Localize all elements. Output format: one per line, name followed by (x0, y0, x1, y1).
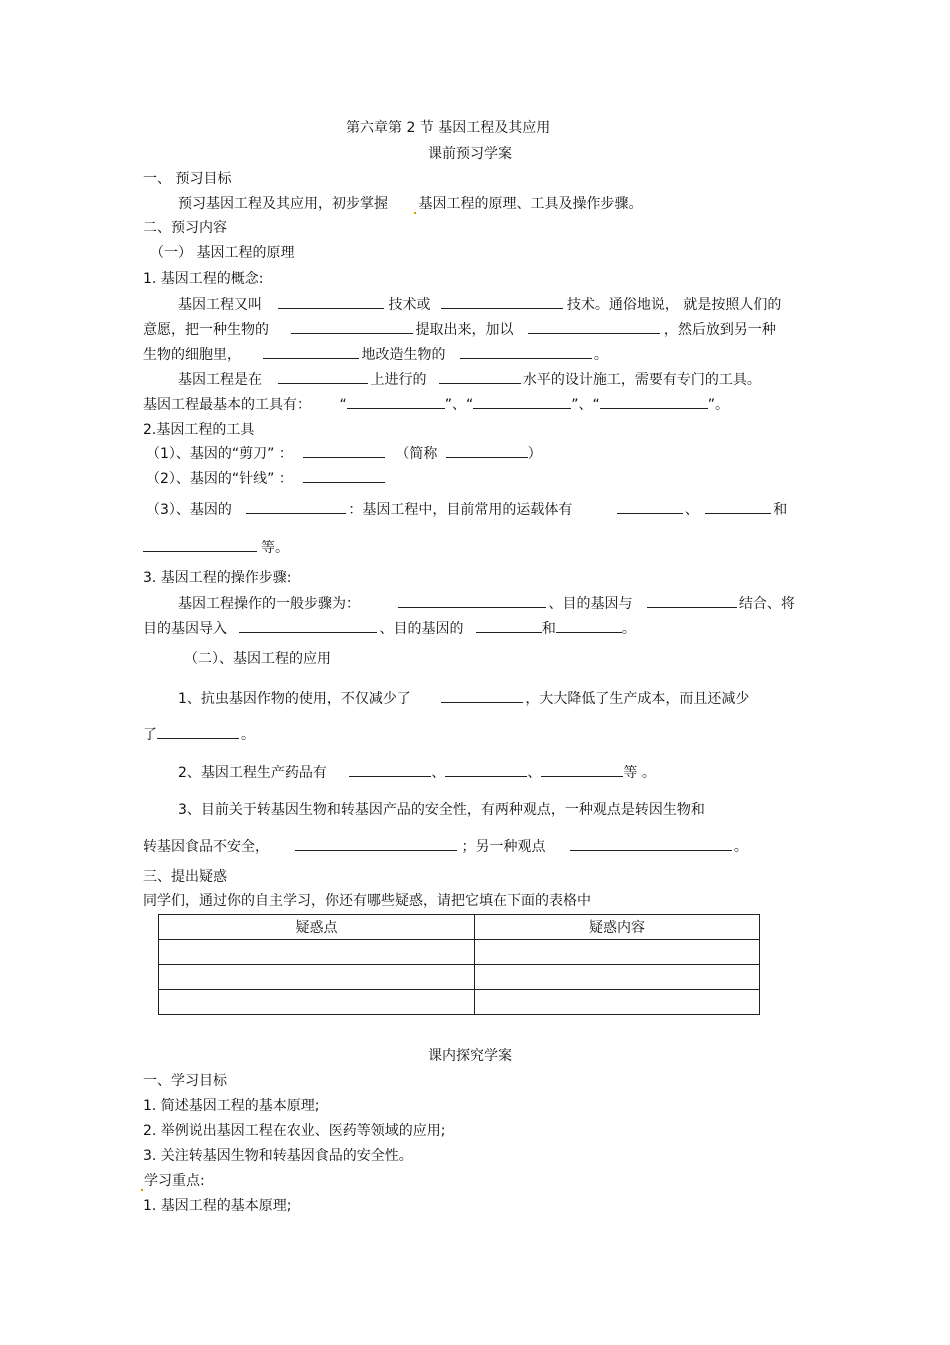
table-cell[interactable] (159, 990, 475, 1015)
focus-heading (141, 1171, 205, 1191)
text-segment: 了 (143, 727, 157, 743)
text-segment: 和 (541, 621, 556, 637)
preview-goal-text (178, 194, 642, 214)
fill-blank[interactable] (528, 319, 660, 334)
fill-blank[interactable] (143, 537, 257, 552)
app-item2 (178, 762, 656, 783)
fill-blank[interactable] (647, 593, 737, 608)
heading-questions: 三、提出疑惑 (143, 869, 227, 885)
mark-dot (414, 212, 416, 214)
text-segment: 、 (684, 502, 699, 518)
table-header-cell: 疑惑内容 (475, 915, 760, 940)
goal-item: 3. 关注转基因生物和转基因食品的安全性。 (143, 1148, 413, 1164)
text-segment: 基因工程又叫 (178, 297, 262, 313)
fill-blank[interactable] (349, 762, 431, 777)
fill-blank[interactable] (556, 618, 622, 633)
text-segment: 、 (431, 765, 446, 781)
fill-blank[interactable] (570, 836, 732, 851)
q1-line2 (143, 319, 776, 340)
fill-blank[interactable] (239, 618, 377, 633)
fill-blank[interactable] (303, 443, 385, 458)
fill-blank[interactable] (291, 319, 413, 334)
q3-title: 3. 基因工程的操作步骤: (143, 570, 292, 586)
text-segment: 生物的细胞里， (143, 347, 241, 363)
fill-blank[interactable] (303, 468, 385, 483)
app-item1-cont (143, 724, 255, 745)
text-segment: ，然后放到另一种 (663, 322, 776, 338)
mark-dot (141, 1189, 143, 1191)
text-segment: 等 。 (623, 765, 656, 781)
text-segment: 提取出来，加以 (415, 322, 514, 338)
fill-blank[interactable] (278, 294, 384, 309)
text-segment: 学习重点: (144, 1173, 205, 1189)
text-segment: 水平的设计施工，需要有专门的工具。 (522, 372, 761, 388)
questions-table (158, 914, 760, 1015)
q2-tool3 (146, 499, 787, 520)
text-segment: ；另一种观点 (461, 839, 546, 855)
fill-blank[interactable] (445, 762, 527, 777)
table-header-cell: 疑惑点 (159, 915, 475, 940)
app-item3-cont (143, 836, 748, 857)
fill-blank[interactable] (398, 593, 546, 608)
fill-blank[interactable] (246, 499, 346, 514)
text-segment: ”。 (707, 397, 730, 413)
text-segment: 。 (621, 621, 636, 637)
text-segment: （2）、基因的“针线” ： (146, 471, 293, 487)
fill-blank[interactable] (347, 394, 445, 409)
text-segment: ”、“ (444, 397, 474, 413)
text-segment: （简称 (395, 446, 438, 462)
text-segment: 1、抗虫基因作物的使用，不仅减少了 (178, 691, 411, 707)
text-segment: ”、“ (571, 397, 600, 413)
q3-line2 (143, 618, 636, 639)
text-segment: 、目的基因的 (379, 621, 464, 637)
table-row (159, 940, 760, 965)
goal-item: 2. 举例说出基因工程在农业、医药等领域的应用; (143, 1123, 446, 1139)
q2-tool3-cont (143, 537, 289, 558)
text-segment: 技术。通俗地说， 就是按照人们的 (566, 297, 782, 313)
table-row (159, 990, 760, 1015)
text-segment: 。 (241, 727, 255, 743)
part-b-title: 课内探究学案 (428, 1048, 512, 1064)
text-segment: 转基因食品不安全， (143, 839, 269, 855)
fill-blank[interactable] (617, 499, 683, 514)
q3-line1 (178, 593, 795, 614)
fill-blank[interactable] (705, 499, 771, 514)
text-segment: 。 (733, 839, 748, 855)
text-segment: 、 (527, 765, 542, 781)
fill-blank[interactable] (157, 724, 239, 739)
text-segment: 技术或 (388, 297, 431, 313)
table-header-row (159, 915, 760, 940)
table-cell[interactable] (475, 940, 760, 965)
text-segment: 上进行的 (370, 372, 427, 388)
text-segment: 预习基因工程及其应用，初步掌握 (178, 196, 388, 212)
questions-intro: 同学们，通过你的自主学习，你还有哪些疑惑，请把它填在下面的表格中 (143, 893, 591, 909)
text-segment: （1）、基因的“剪刀” ： (146, 446, 293, 462)
table-cell[interactable] (159, 965, 475, 990)
text-segment: （3）、基因的 (146, 502, 232, 518)
app-item3: 3、目前关于转基因生物和转基因产品的安全性，有两种观点，一种观点是转因生物和 (178, 802, 705, 818)
goal-item: 1. 简述基因工程的基本原理; (143, 1098, 320, 1114)
text-segment: 结合、将 (738, 596, 795, 612)
text-segment: 意愿，把一种生物的 (143, 322, 269, 338)
q1-line5 (143, 394, 729, 415)
q1-line4 (178, 369, 761, 390)
q2-tool2 (146, 468, 385, 489)
subheading-application: （二）、基因工程的应用 (184, 651, 331, 667)
text-segment: 基因工程的原理、工具及操作步骤。 (418, 196, 643, 212)
fill-blank[interactable] (278, 369, 368, 384)
fill-blank[interactable] (476, 618, 542, 633)
fill-blank[interactable] (439, 369, 521, 384)
table-cell[interactable] (159, 940, 475, 965)
fill-blank[interactable] (441, 688, 523, 703)
text-segment: 基因工程操作的一般步骤为： (178, 596, 360, 612)
text-segment: 2、基因工程生产药品有 (178, 765, 327, 781)
section-subtitle: 课前预习学案 (428, 146, 512, 162)
text-segment: “ (339, 397, 347, 413)
text-segment: ，大大降低了生产成本，而且还减少 (525, 691, 750, 707)
focus-item: 1. 基因工程的基本原理; (143, 1198, 292, 1214)
text-segment: 、目的基因与 (548, 596, 633, 612)
fill-blank[interactable] (263, 344, 359, 359)
text-segment: 目的基因导入 (143, 621, 227, 637)
table-cell[interactable] (475, 965, 760, 990)
text-segment: 基因工程是在 (178, 372, 262, 388)
text-segment: 等。 (261, 540, 289, 556)
app-item1 (178, 688, 749, 709)
table-row (159, 965, 760, 990)
page-title: 第六章第 2 节 基因工程及其应用 (346, 120, 551, 136)
fill-blank[interactable] (460, 344, 592, 359)
q1-title: 1. 基因工程的概念: (143, 271, 264, 287)
table-cell[interactable] (475, 990, 760, 1015)
text-segment: ） (527, 446, 542, 462)
q1-line3 (143, 344, 608, 365)
q1-line1 (178, 294, 781, 315)
heading-learning-goals: 一、学习目标 (143, 1073, 227, 1089)
text-segment: 基因工程最基本的工具有： (143, 397, 311, 413)
fill-blank[interactable] (541, 762, 623, 777)
subheading-principle: （一） 基因工程的原理 (150, 245, 295, 261)
text-segment: ：基因工程中，目前常用的运载体有 (348, 502, 573, 518)
text-segment: 和 (773, 502, 788, 518)
fill-blank[interactable] (473, 394, 571, 409)
fill-blank[interactable] (600, 394, 708, 409)
fill-blank[interactable] (295, 836, 457, 851)
heading-preview-goal: 一、 预习目标 (143, 171, 232, 187)
q2-title: 2.基因工程的工具 (143, 422, 255, 438)
fill-blank[interactable] (446, 443, 528, 458)
q2-tool1 (146, 443, 542, 464)
text-segment: 。 (593, 347, 608, 363)
heading-preview-content: 二、预习内容 (143, 220, 227, 236)
fill-blank[interactable] (441, 294, 563, 309)
text-segment: 地改造生物的 (361, 347, 446, 363)
